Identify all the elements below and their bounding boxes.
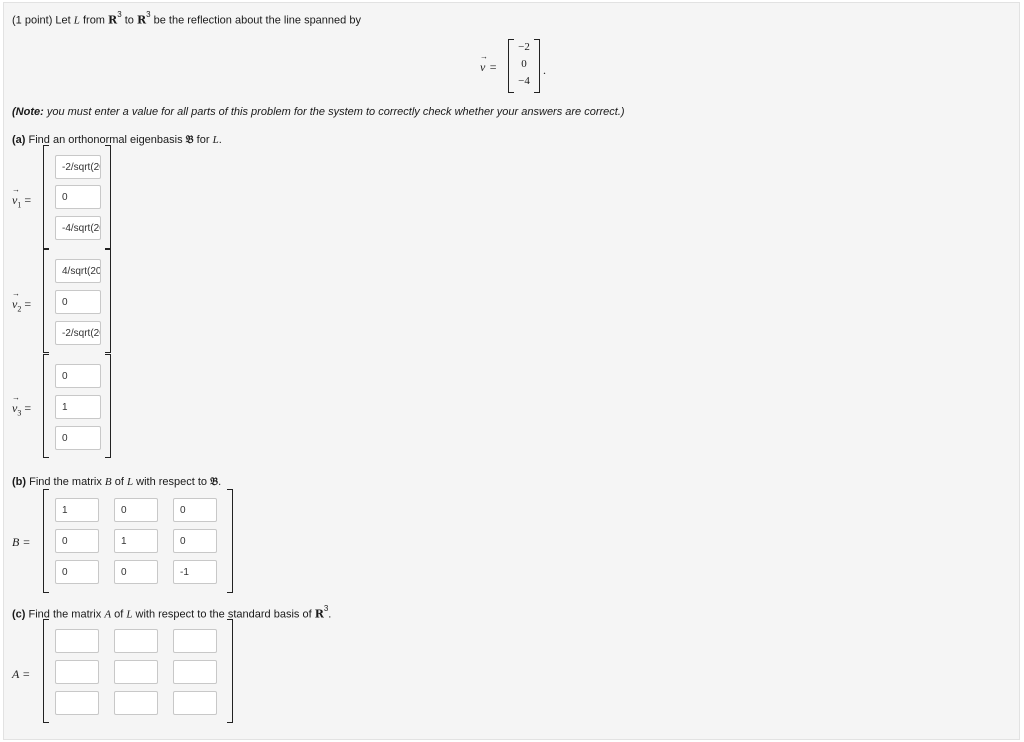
- of-word: of: [111, 476, 127, 488]
- v-entries: [514, 39, 534, 90]
- note-text: you must enter a value for all parts of this problem for the system to correctly check whether your answers are correct.): [43, 106, 625, 118]
- period: .: [218, 476, 222, 488]
- v1-left-bracket: [43, 145, 49, 249]
- v1-entry-3-input[interactable]: [55, 216, 101, 240]
- v-period: .: [543, 63, 546, 77]
- from-word: from: [82, 14, 105, 27]
- v2-symbol: [12, 297, 22, 314]
- part-a-text: Find an orthonormal eigenbasis: [25, 134, 186, 146]
- v-name: v: [12, 193, 18, 207]
- equals-sign: =: [489, 60, 497, 74]
- for-word: for: [193, 134, 213, 146]
- note: [12, 106, 625, 118]
- v-name: v: [12, 297, 18, 311]
- problem-panel: [3, 2, 1020, 740]
- matrix-a-cell-input[interactable]: [114, 660, 158, 684]
- part-b-heading: [12, 475, 221, 489]
- v-right-bracket: [534, 39, 540, 93]
- map-variable: L: [126, 608, 133, 621]
- v-subscript: 2: [17, 304, 22, 314]
- matrix-b-cell-input[interactable]: [173, 560, 217, 584]
- matrix-a-cell-input[interactable]: [55, 660, 99, 684]
- matrix-a-cell-input[interactable]: [55, 629, 99, 653]
- dimension: 3: [146, 10, 151, 19]
- map-variable: L: [73, 14, 80, 27]
- let-word: Let: [55, 14, 71, 27]
- part-c-text: Find the matrix: [25, 608, 105, 621]
- matrix-b-cell-input[interactable]: [173, 498, 217, 522]
- period: .: [218, 134, 222, 146]
- v3-entry-2-input[interactable]: [55, 395, 101, 419]
- matrix-b-cell-input[interactable]: [55, 498, 99, 522]
- part-b-label: (b): [12, 476, 27, 488]
- of-word: of: [111, 608, 127, 621]
- matrix-a-cell-input[interactable]: [55, 691, 99, 715]
- matrix-variable: A: [104, 608, 112, 621]
- to-word: to: [124, 14, 134, 27]
- v2-right-bracket: [105, 249, 111, 353]
- note-bold: (Note:: [12, 106, 44, 118]
- part-b-text: Find the matrix: [26, 476, 105, 488]
- v1-right-bracket: [105, 145, 111, 249]
- matrix-a-left-bracket: [43, 619, 49, 723]
- matrix-variable: B: [104, 476, 112, 488]
- v-symbol: → v: [480, 60, 485, 74]
- equals-sign: =: [24, 193, 32, 207]
- matrix-b-label: B =: [12, 535, 31, 549]
- matrix-b-cell-input[interactable]: [114, 498, 158, 522]
- matrix-b-cell-input[interactable]: [173, 529, 217, 553]
- map-variable: L: [212, 134, 219, 146]
- points-label: (1 point): [12, 14, 53, 27]
- real-space-symbol: R: [108, 13, 118, 27]
- v2-entry-1-input[interactable]: [55, 259, 101, 283]
- v-entry: 0: [521, 58, 527, 70]
- matrix-a-cell-input[interactable]: [173, 691, 217, 715]
- part-a-label: (a): [12, 134, 26, 146]
- respect-text: with respect to: [133, 476, 211, 488]
- matrix-b-cell-input[interactable]: [114, 560, 158, 584]
- matrix-b-right-bracket: [227, 489, 233, 593]
- equals-sign: =: [24, 401, 32, 415]
- matrix-a-cell-input[interactable]: [173, 629, 217, 653]
- part-c-heading: [12, 606, 331, 621]
- v1-label: [12, 193, 31, 209]
- v2-entry-3-input[interactable]: [55, 321, 101, 345]
- v-entry: −2: [518, 41, 530, 53]
- matrix-b-cell-input[interactable]: [55, 529, 99, 553]
- dimension: 3: [117, 10, 122, 19]
- matrix-a-right-bracket: [227, 619, 233, 723]
- problem-statement: [12, 12, 361, 27]
- map-variable: L: [126, 476, 134, 488]
- v3-entry-1-input[interactable]: [55, 364, 101, 388]
- v1-entry-2-input[interactable]: [55, 185, 101, 209]
- v2-label: [12, 297, 31, 313]
- part-c-label: (c): [12, 608, 26, 621]
- real-space-symbol: R: [314, 607, 324, 621]
- period: .: [328, 608, 332, 621]
- matrix-a-cell-input[interactable]: [173, 660, 217, 684]
- v3-left-bracket: [43, 354, 49, 458]
- v3-right-bracket: [105, 354, 111, 458]
- v-label: [480, 58, 497, 76]
- basis-symbol: 𝔅: [185, 133, 194, 146]
- matrix-a-label: A =: [12, 667, 31, 681]
- matrix-b-cell-input[interactable]: [114, 529, 158, 553]
- respect-text: with respect to the standard basis of: [132, 608, 315, 621]
- equals-sign: =: [24, 297, 32, 311]
- dimension: 3: [323, 604, 329, 613]
- v-subscript: 3: [17, 408, 22, 418]
- v-name: v: [12, 401, 18, 415]
- statement-rest: be the reflection about the line spanned by: [153, 14, 361, 27]
- matrix-b-cell-input[interactable]: [55, 560, 99, 584]
- v1-symbol: [12, 193, 22, 210]
- matrix-a-cell-input[interactable]: [114, 691, 158, 715]
- matrix-a-cell-input[interactable]: [114, 629, 158, 653]
- v-entry: −4: [518, 75, 530, 87]
- v-subscript: 1: [17, 200, 22, 210]
- basis-symbol: 𝔅: [210, 475, 219, 488]
- v1-entry-1-input[interactable]: [55, 155, 101, 179]
- v2-entry-2-input[interactable]: [55, 290, 101, 314]
- real-space-symbol: R: [136, 13, 147, 27]
- v3-entry-3-input[interactable]: [55, 426, 101, 450]
- v2-left-bracket: [43, 249, 49, 353]
- matrix-b-left-bracket: [43, 489, 49, 593]
- v3-symbol: [12, 401, 22, 418]
- v3-label: [12, 401, 31, 417]
